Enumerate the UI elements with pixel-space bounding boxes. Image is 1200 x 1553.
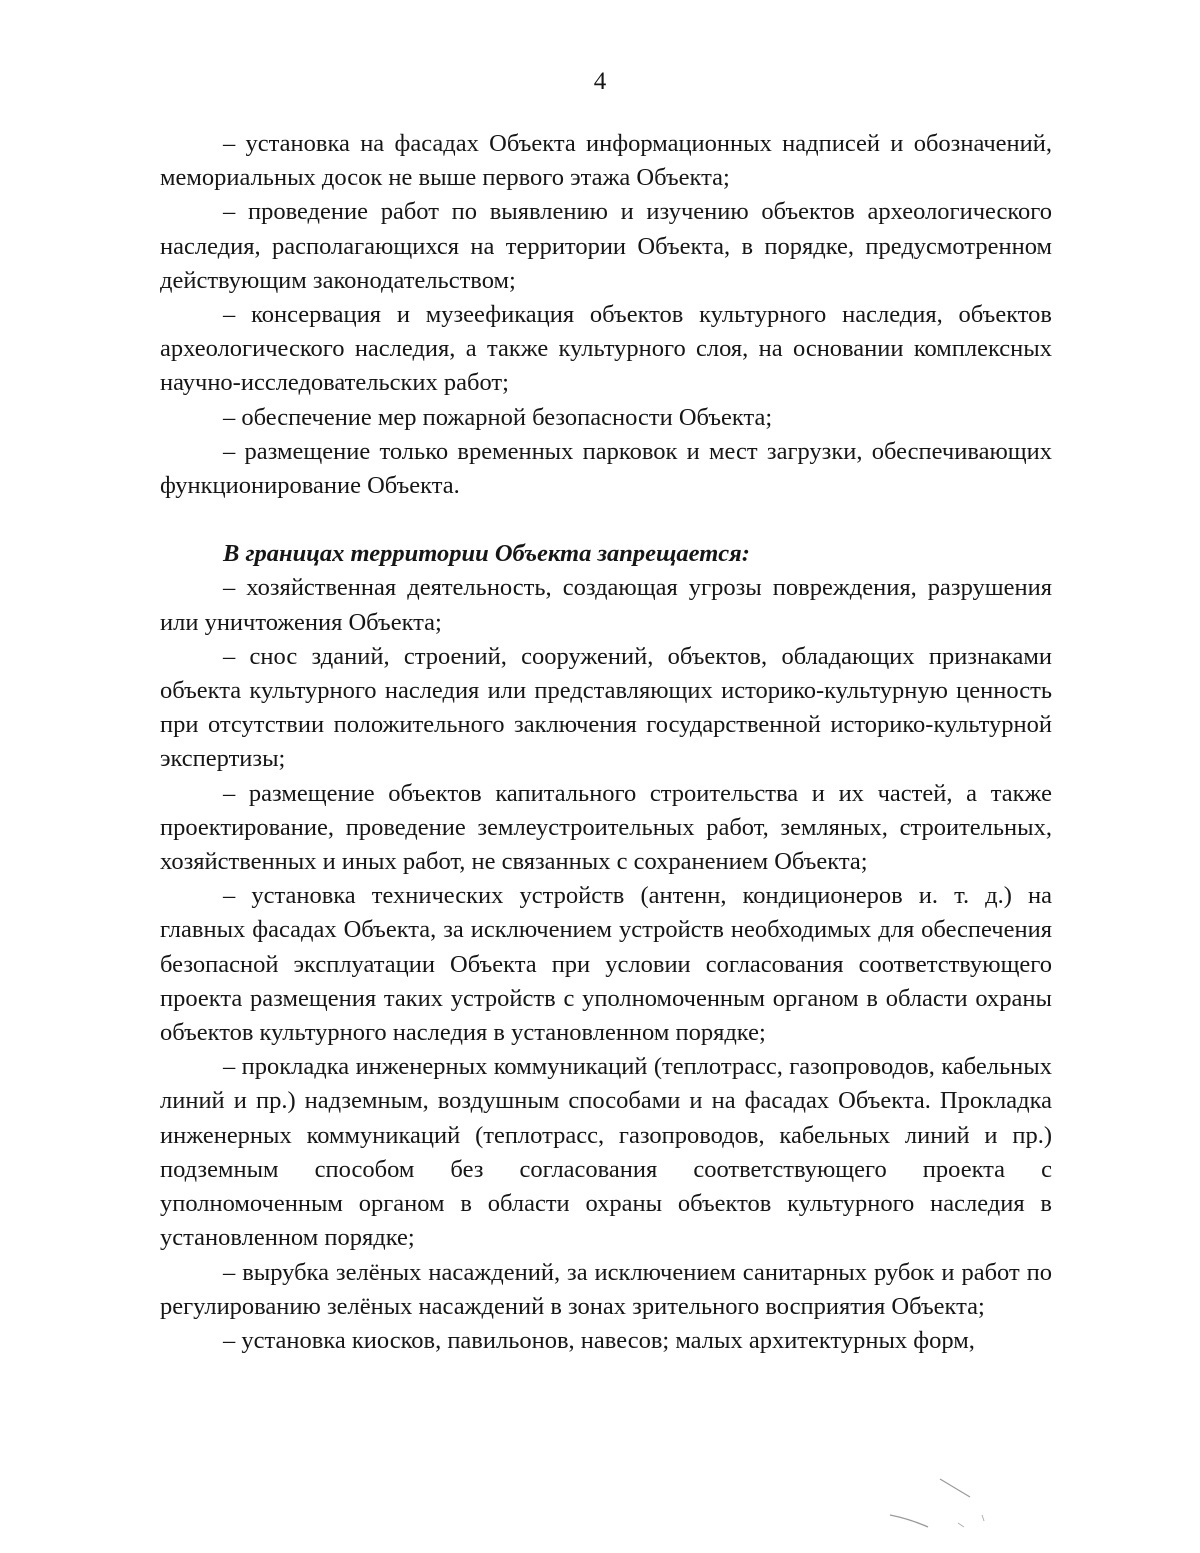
paragraph-allowed-4: – обеспечение мер пожарной безопасности Объекта; <box>223 403 773 431</box>
paragraph-prohibited-1: – хозяйственная деятельность, создающая угрозы повреждения, разрушения или уничтожения Объекта; <box>160 574 1052 636</box>
paragraph-allowed-2: – проведение работ по выявлению и изучению объектов археологического наследия, располагающихся на территории Объекта, в порядке, предусмотренном действующим законодательством; <box>160 198 1052 294</box>
paragraph-allowed-3: – консервация и музеефикация объектов культурного наследия, объектов археологического наследия, а также культурного слоя, на основании комплексных научно-исследовательских работ; <box>160 301 1052 397</box>
pen-mark-scribble <box>870 1475 1000 1535</box>
section-heading-prohibited: В границах территории Объекта запрещается: <box>223 540 750 568</box>
page-number: 4 <box>593 68 607 95</box>
paragraph-allowed-5: – размещение только временных парковок и мест загрузки, обеспечивающих функционирование Объекта. <box>160 437 1052 500</box>
paragraph-prohibited-3: – размещение объектов капитального строительства и их частей, а также проектирование, проведение землеустроительных работ, земляных, строительных, хозяйственных и иных работ, не связанных с сохранением Объекта; <box>160 779 1052 876</box>
document-body <box>160 127 1052 1358</box>
paragraph-prohibited-6: – вырубка зелёных насаждений, за исключением санитарных рубок и работ по регулированию зелёных насаждений в зонах зрительного восприятия Объекта; <box>160 1258 1052 1320</box>
paragraph-prohibited-7: – установка киосков, павильонов, навесов; малых архитектурных форм, <box>223 1326 975 1354</box>
paragraph-prohibited-4: – установка технических устройств (антенн, кондиционеров и. т. д.) на главных фасадах Объекта, за исключением устройств необходимых для обеспечения безопасной эксплуатации Объекта при условии согласования соответствующего проекта размещения таких устройств с уполномоченным органом в области охраны объектов культурного наследия в установленном порядке; <box>160 882 1052 1047</box>
paragraph-prohibited-5: – прокладка инженерных коммуникаций (теплотрасс, газопроводов, кабельных линий и пр.) надземным, воздушным способами и на фасадах Объекта. Прокладка инженерных коммуникаций (теплотрасс, газопроводов, кабельных линий и пр.) подземным способом без согласования соответствующего проекта с уполномоченным органом в области охраны объектов культурного наследия в установленном порядке; <box>160 1053 1052 1252</box>
paragraph-prohibited-2: – снос зданий, строений, сооружений, объектов, обладающих признаками объекта культурного наследия или представляющих историко-культурную ценность при отсутствии положительного заключения государственной историко-культурной экспертизы; <box>160 642 1052 773</box>
paragraph-allowed-1: – установка на фасадах Объекта информационных надписей и обозначений, мемориальных досок не выше первого этажа Объекта; <box>160 130 1052 192</box>
